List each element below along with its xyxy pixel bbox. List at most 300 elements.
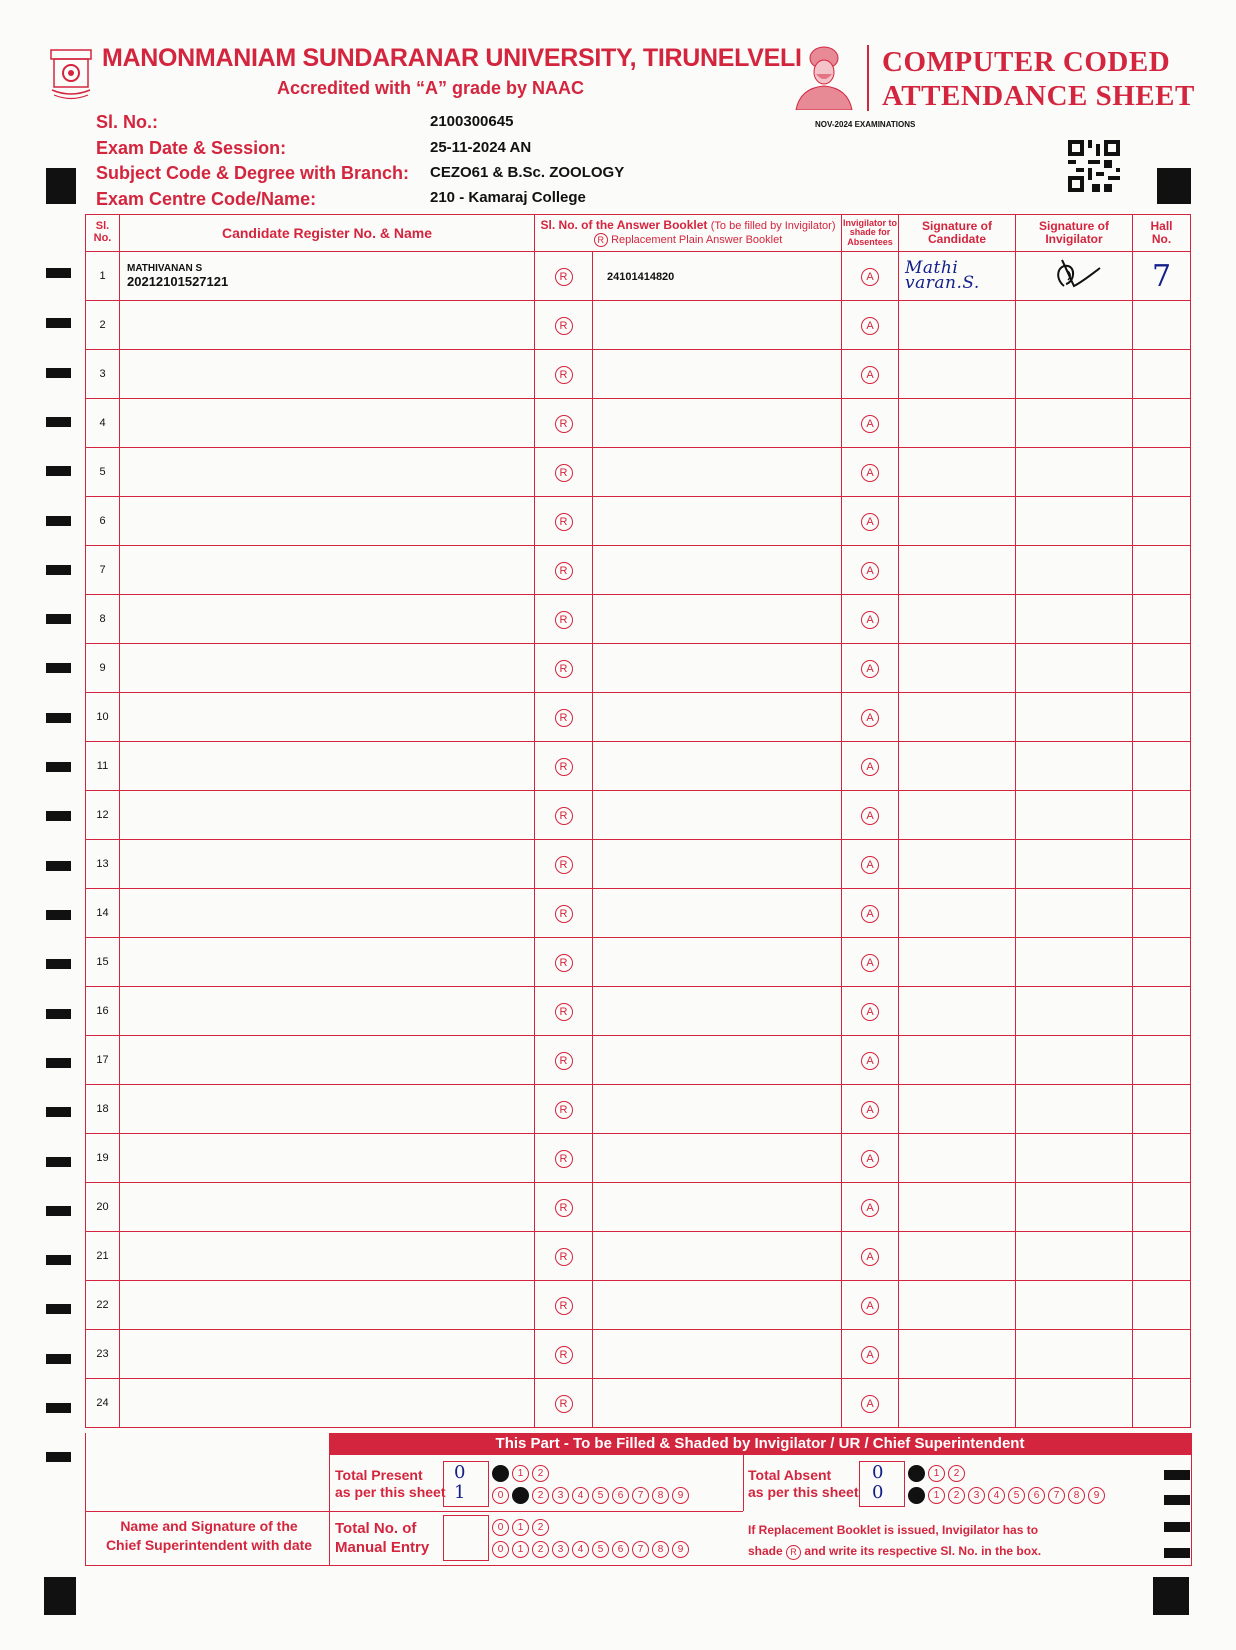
timing-mark xyxy=(46,1255,71,1265)
replacement-bubble-cell[interactable] xyxy=(535,497,593,546)
digit-bubble[interactable]: 1 xyxy=(512,1465,529,1482)
digit-bubble[interactable]: 1 xyxy=(512,1487,529,1504)
replacement-bubble[interactable]: R xyxy=(555,611,573,629)
absent-bubble-cell[interactable] xyxy=(842,889,899,938)
absent-bubble-cell[interactable] xyxy=(842,1379,899,1428)
absent-bubble[interactable]: A xyxy=(861,1003,879,1021)
hall-no-cell[interactable] xyxy=(1133,987,1191,1036)
replacement-bubble[interactable]: R xyxy=(555,513,573,531)
candidate-signature-cell[interactable] xyxy=(899,252,1016,301)
candidate-signature-cell[interactable] xyxy=(899,546,1016,595)
replacement-bubble-cell[interactable] xyxy=(535,1330,593,1379)
candidate-cell xyxy=(120,987,535,1036)
hall-no-cell[interactable] xyxy=(1133,546,1191,595)
table-row xyxy=(86,595,1191,644)
absent-bubble-cell[interactable] xyxy=(842,399,899,448)
candidate-cell xyxy=(120,497,535,546)
absent-bubble[interactable]: A xyxy=(861,464,879,482)
booklet-number-cell[interactable] xyxy=(593,1232,842,1281)
replacement-bubble-cell[interactable] xyxy=(535,1085,593,1134)
total-absent-box[interactable] xyxy=(859,1461,905,1507)
absent-bubble[interactable]: A xyxy=(861,1395,879,1413)
replacement-bubble-cell[interactable] xyxy=(535,1232,593,1281)
hall-no-cell[interactable] xyxy=(1133,1232,1191,1281)
replacement-bubble[interactable]: R xyxy=(555,954,573,972)
row-sl-no xyxy=(86,595,120,644)
hall-no-cell[interactable] xyxy=(1133,252,1191,301)
candidate-signature-cell[interactable] xyxy=(899,938,1016,987)
absent-bubble[interactable]: A xyxy=(861,415,879,433)
absent-bubble[interactable]: A xyxy=(861,562,879,580)
absent-bubble-cell[interactable] xyxy=(842,546,899,595)
manual-entry-label xyxy=(335,1519,429,1557)
row-sl-number: 4 xyxy=(99,417,106,429)
absent-bubble-cell[interactable] xyxy=(842,1183,899,1232)
absent-bubble-cell[interactable] xyxy=(842,448,899,497)
hall-no-cell[interactable] xyxy=(1133,1085,1191,1134)
digit-bubble[interactable]: 2 xyxy=(532,1487,549,1504)
candidate-signature-cell[interactable] xyxy=(899,497,1016,546)
absent-bubble-cell[interactable] xyxy=(842,497,899,546)
replacement-bubble-cell[interactable] xyxy=(535,252,593,301)
booklet-number-cell[interactable] xyxy=(593,987,842,1036)
chief-superintendent-label xyxy=(104,1517,314,1555)
digit-bubble[interactable]: 4 xyxy=(572,1541,589,1558)
replacement-bubble-cell[interactable] xyxy=(535,840,593,889)
corner-registration-mark xyxy=(1153,1577,1189,1615)
absent-bubble[interactable]: A xyxy=(861,954,879,972)
absent-bubble-cell[interactable] xyxy=(842,938,899,987)
row-sl-no xyxy=(86,987,120,1036)
booklet-number-cell[interactable] xyxy=(593,252,842,301)
digit-bubble[interactable]: 6 xyxy=(1028,1487,1045,1504)
digit-bubble[interactable]: 0 xyxy=(492,1519,509,1536)
invigilator-signature-cell[interactable] xyxy=(1016,840,1133,889)
invigilator-signature-cell[interactable] xyxy=(1016,497,1133,546)
candidate-signature-cell[interactable] xyxy=(899,742,1016,791)
invigilator-signature-cell[interactable] xyxy=(1016,1330,1133,1379)
booklet-number-cell[interactable] xyxy=(593,399,842,448)
digit-bubble[interactable]: 3 xyxy=(552,1487,569,1504)
invigilator-signature-cell[interactable] xyxy=(1016,644,1133,693)
absent-bubble[interactable]: A xyxy=(861,611,879,629)
digit-bubble[interactable]: 1 xyxy=(512,1519,529,1536)
candidate-signature-cell[interactable] xyxy=(899,448,1016,497)
invigilator-signature-cell[interactable] xyxy=(1016,693,1133,742)
booklet-number-cell[interactable] xyxy=(593,301,842,350)
invigilator-signature-cell[interactable] xyxy=(1016,595,1133,644)
row-sl-number: 7 xyxy=(99,564,106,576)
row-sl-no xyxy=(86,252,120,301)
candidate-signature-cell[interactable] xyxy=(899,840,1016,889)
total-absent-tens-bubbles[interactable] xyxy=(908,1463,968,1482)
hall-number: 7 xyxy=(1151,258,1172,294)
absent-bubble[interactable]: A xyxy=(861,366,879,384)
replacement-bubble-cell[interactable] xyxy=(535,644,593,693)
digit-bubble[interactable]: 6 xyxy=(612,1541,629,1558)
digit-bubble[interactable]: 1 xyxy=(512,1541,529,1558)
replacement-bubble[interactable]: R xyxy=(555,1248,573,1266)
invigilator-signature-cell[interactable] xyxy=(1016,448,1133,497)
row-sl-no xyxy=(86,840,120,889)
booklet-number-cell[interactable] xyxy=(593,742,842,791)
replacement-bubble[interactable]: R xyxy=(555,268,573,286)
candidate-signature-cell[interactable] xyxy=(899,1085,1016,1134)
invigilator-signature-cell[interactable] xyxy=(1016,1134,1133,1183)
invigilator-signature-cell[interactable] xyxy=(1016,938,1133,987)
absent-bubble[interactable]: A xyxy=(861,1150,879,1168)
absent-bubble-cell[interactable] xyxy=(842,1036,899,1085)
absent-bubble[interactable]: A xyxy=(861,1297,879,1315)
booklet-number-cell[interactable] xyxy=(593,644,842,693)
replacement-bubble[interactable]: R xyxy=(555,415,573,433)
sheet-title-line1: COMPUTER CODED xyxy=(882,46,1171,78)
absent-bubble-cell[interactable] xyxy=(842,987,899,1036)
digit-bubble[interactable]: 9 xyxy=(1088,1487,1105,1504)
replacement-bubble[interactable]: R xyxy=(555,1199,573,1217)
replacement-bubble-cell[interactable] xyxy=(535,350,593,399)
hall-no-cell[interactable] xyxy=(1133,791,1191,840)
invigilator-signature-cell[interactable] xyxy=(1016,301,1133,350)
replacement-bubble[interactable]: R xyxy=(555,562,573,580)
replacement-bubble[interactable]: R xyxy=(555,856,573,874)
candidate-signature-cell[interactable] xyxy=(899,1183,1016,1232)
digit-bubble[interactable]: 2 xyxy=(532,1519,549,1536)
booklet-number-cell[interactable] xyxy=(593,1036,842,1085)
replacement-bubble[interactable]: R xyxy=(555,807,573,825)
digit-bubble[interactable]: 3 xyxy=(968,1487,985,1504)
total-absent-line2: as per this sheet xyxy=(748,1484,859,1500)
digit-bubble[interactable]: 4 xyxy=(572,1487,589,1504)
digit-bubble[interactable]: 9 xyxy=(672,1541,689,1558)
attendance-table xyxy=(85,214,1191,1428)
replacement-bubble-cell[interactable] xyxy=(535,1183,593,1232)
invigilator-signature-cell[interactable] xyxy=(1016,399,1133,448)
timing-mark xyxy=(46,368,71,378)
hall-no-cell[interactable] xyxy=(1133,644,1191,693)
header-divider xyxy=(867,45,869,111)
invigilator-signature-cell[interactable] xyxy=(1016,252,1133,301)
candidate-cell xyxy=(120,1379,535,1428)
candidate-signature-cell[interactable] xyxy=(899,301,1016,350)
invigilator-signature-cell[interactable] xyxy=(1016,1379,1133,1428)
booklet-number-cell[interactable] xyxy=(593,350,842,399)
replacement-bubble-cell[interactable] xyxy=(535,301,593,350)
table-row xyxy=(86,546,1191,595)
digit-bubble[interactable]: 0 xyxy=(492,1487,509,1504)
timing-mark xyxy=(46,1304,71,1314)
timing-mark xyxy=(46,910,71,920)
hall-no-cell[interactable] xyxy=(1133,742,1191,791)
candidate-signature-cell[interactable] xyxy=(899,1232,1016,1281)
replacement-bubble[interactable]: R xyxy=(555,317,573,335)
absent-bubble[interactable]: A xyxy=(861,268,879,286)
replacement-bubble-cell[interactable] xyxy=(535,1379,593,1428)
timing-mark xyxy=(46,1452,71,1462)
candidate-signature-cell[interactable] xyxy=(899,644,1016,693)
absent-bubble[interactable]: A xyxy=(861,317,879,335)
digit-bubble[interactable]: 0 xyxy=(908,1487,925,1504)
table-row xyxy=(86,350,1191,399)
invigilator-signature-cell[interactable] xyxy=(1016,1281,1133,1330)
absent-bubble[interactable]: A xyxy=(861,1346,879,1364)
absent-bubble[interactable]: A xyxy=(861,905,879,923)
replacement-bubble[interactable]: R xyxy=(555,1346,573,1364)
hall-no-cell[interactable] xyxy=(1133,693,1191,742)
chief-label-line1: Name and Signature of the xyxy=(120,1518,298,1534)
replacement-bubble-cell[interactable] xyxy=(535,546,593,595)
timing-mark xyxy=(46,268,71,278)
replacement-r-icon: R xyxy=(594,233,608,247)
booklet-number-cell[interactable] xyxy=(593,1085,842,1134)
hall-no-cell[interactable] xyxy=(1133,1183,1191,1232)
booklet-number-cell[interactable] xyxy=(593,889,842,938)
candidate-cell xyxy=(120,399,535,448)
digit-bubble[interactable]: 1 xyxy=(928,1487,945,1504)
invigilator-signature-cell[interactable] xyxy=(1016,889,1133,938)
digit-bubble[interactable]: 2 xyxy=(948,1487,965,1504)
booklet-header-sub: Replacement Plain Answer Booklet xyxy=(611,233,783,246)
replacement-bubble[interactable]: R xyxy=(555,1101,573,1119)
booklet-number-cell[interactable] xyxy=(593,938,842,987)
invigilator-signature-cell[interactable] xyxy=(1016,1085,1133,1134)
table-row xyxy=(86,742,1191,791)
candidate-signature-cell[interactable] xyxy=(899,987,1016,1036)
digit-bubble[interactable]: 1 xyxy=(928,1465,945,1482)
replacement-bubble-cell[interactable] xyxy=(535,448,593,497)
hall-no-cell[interactable] xyxy=(1133,350,1191,399)
table-row xyxy=(86,497,1191,546)
absent-bubble[interactable]: A xyxy=(861,856,879,874)
absent-bubble-cell[interactable] xyxy=(842,644,899,693)
absent-bubble[interactable]: A xyxy=(861,758,879,776)
hall-no-cell[interactable] xyxy=(1133,448,1191,497)
absent-bubble[interactable]: A xyxy=(861,1052,879,1070)
manual-entry-box[interactable] xyxy=(443,1515,489,1561)
invigilator-signature-cell[interactable] xyxy=(1016,1183,1133,1232)
digit-bubble[interactable]: 3 xyxy=(552,1541,569,1558)
booklet-number-cell[interactable] xyxy=(593,1134,842,1183)
absent-bubble-cell[interactable] xyxy=(842,791,899,840)
total-present-tens: 0 xyxy=(454,1462,466,1483)
booklet-number-cell[interactable] xyxy=(593,1281,842,1330)
invigilator-signature-cell[interactable] xyxy=(1016,987,1133,1036)
hall-no-cell[interactable] xyxy=(1133,399,1191,448)
replacement-bubble-cell[interactable] xyxy=(535,1134,593,1183)
row-sl-number: 20 xyxy=(96,1201,109,1213)
digit-bubble[interactable]: 6 xyxy=(612,1487,629,1504)
invigilator-signature-cell[interactable] xyxy=(1016,1036,1133,1085)
booklet-number-cell[interactable] xyxy=(593,595,842,644)
hall-no-cell[interactable] xyxy=(1133,1281,1191,1330)
digit-bubble[interactable]: 7 xyxy=(632,1487,649,1504)
replacement-bubble-cell[interactable] xyxy=(535,987,593,1036)
invigilator-signature-cell[interactable] xyxy=(1016,742,1133,791)
col-header-absent: Invigilator to shade for Absentees xyxy=(842,215,899,252)
digit-bubble[interactable]: 8 xyxy=(652,1541,669,1558)
row-sl-number: 9 xyxy=(99,662,106,674)
booklet-number-cell[interactable] xyxy=(593,693,842,742)
replacement-bubble[interactable]: R xyxy=(555,1052,573,1070)
hall-no-cell[interactable] xyxy=(1133,1036,1191,1085)
absent-bubble-cell[interactable] xyxy=(842,350,899,399)
replacement-note-line1: If Replacement Booklet is issued, Invigilator has to xyxy=(748,1523,1039,1537)
replacement-bubble-cell[interactable] xyxy=(535,938,593,987)
booklet-number-cell[interactable] xyxy=(593,1330,842,1379)
digit-bubble[interactable]: 5 xyxy=(592,1541,609,1558)
invigilator-signature-cell[interactable] xyxy=(1016,350,1133,399)
invigilator-signature-cell[interactable] xyxy=(1016,546,1133,595)
replacement-bubble-cell[interactable] xyxy=(535,742,593,791)
replacement-bubble[interactable]: R xyxy=(555,1003,573,1021)
candidate-signature-cell[interactable] xyxy=(899,1379,1016,1428)
manual-entry-tens-bubbles[interactable] xyxy=(492,1517,552,1536)
row-sl-no xyxy=(86,1134,120,1183)
digit-bubble[interactable]: 2 xyxy=(948,1465,965,1482)
invigilator-section xyxy=(85,1433,1192,1566)
digit-bubble[interactable]: 5 xyxy=(592,1487,609,1504)
total-absent-units-bubbles[interactable] xyxy=(908,1485,1108,1504)
digit-bubble[interactable]: 5 xyxy=(1008,1487,1025,1504)
booklet-number-cell[interactable] xyxy=(593,840,842,889)
candidate-cell xyxy=(120,1036,535,1085)
booklet-number-cell[interactable] xyxy=(593,497,842,546)
manual-entry-units-bubbles[interactable] xyxy=(492,1539,692,1558)
absent-bubble[interactable]: A xyxy=(861,660,879,678)
booklet-number-cell[interactable] xyxy=(593,448,842,497)
digit-bubble[interactable]: 9 xyxy=(672,1487,689,1504)
replacement-bubble[interactable]: R xyxy=(555,1297,573,1315)
digit-bubble[interactable]: 8 xyxy=(1068,1487,1085,1504)
candidate-signature-cell[interactable] xyxy=(899,1134,1016,1183)
row-sl-number: 12 xyxy=(96,809,109,821)
candidate-signature-cell[interactable] xyxy=(899,1330,1016,1379)
digit-bubble[interactable]: 4 xyxy=(988,1487,1005,1504)
row-sl-number: 5 xyxy=(99,466,106,478)
hall-no-cell[interactable] xyxy=(1133,840,1191,889)
replacement-bubble-cell[interactable] xyxy=(535,791,593,840)
candidate-signature-cell[interactable] xyxy=(899,693,1016,742)
digit-bubble[interactable]: 7 xyxy=(632,1541,649,1558)
replacement-bubble[interactable]: R xyxy=(555,905,573,923)
timing-mark xyxy=(46,1403,71,1413)
absent-bubble[interactable]: A xyxy=(861,1199,879,1217)
table-row xyxy=(86,301,1191,350)
replacement-bubble[interactable]: R xyxy=(555,366,573,384)
replacement-bubble[interactable]: R xyxy=(555,1395,573,1413)
hall-no-cell[interactable] xyxy=(1133,301,1191,350)
total-present-tens-bubbles[interactable] xyxy=(492,1463,552,1482)
absent-bubble[interactable]: A xyxy=(861,1101,879,1119)
total-present-box[interactable] xyxy=(443,1461,489,1507)
digit-bubble[interactable]: 2 xyxy=(532,1541,549,1558)
booklet-number-cell[interactable] xyxy=(593,791,842,840)
hall-no-cell[interactable] xyxy=(1133,1330,1191,1379)
candidate-signature-cell[interactable] xyxy=(899,1281,1016,1330)
candidate-signature-cell[interactable] xyxy=(899,889,1016,938)
replacement-bubble-cell[interactable] xyxy=(535,889,593,938)
candidate-signature-cell[interactable] xyxy=(899,350,1016,399)
col-header-sig-candidate: Signature of Candidate xyxy=(899,215,1016,252)
digit-bubble[interactable]: 7 xyxy=(1048,1487,1065,1504)
candidate-cell xyxy=(120,1134,535,1183)
col-header-sig-invigilator: Signature of Invigilator xyxy=(1016,215,1133,252)
replacement-bubble-cell[interactable] xyxy=(535,1036,593,1085)
hall-no-cell[interactable] xyxy=(1133,938,1191,987)
replacement-bubble[interactable]: R xyxy=(555,660,573,678)
candidate-signature-cell[interactable] xyxy=(899,1036,1016,1085)
digit-bubble[interactable]: 2 xyxy=(532,1465,549,1482)
absent-bubble-cell[interactable] xyxy=(842,1085,899,1134)
hall-no-cell[interactable] xyxy=(1133,497,1191,546)
row-sl-no xyxy=(86,1232,120,1281)
table-row xyxy=(86,840,1191,889)
digit-bubble[interactable]: 0 xyxy=(908,1465,925,1482)
candidate-signature-cell[interactable] xyxy=(899,791,1016,840)
hall-no-cell[interactable] xyxy=(1133,1379,1191,1428)
total-absent-units: 0 xyxy=(872,1482,884,1503)
invigilator-signature-cell[interactable] xyxy=(1016,791,1133,840)
absent-bubble[interactable]: A xyxy=(861,807,879,825)
absent-bubble[interactable]: A xyxy=(861,513,879,531)
replacement-bubble[interactable]: R xyxy=(555,758,573,776)
absent-bubble-cell[interactable] xyxy=(842,595,899,644)
booklet-number-cell[interactable] xyxy=(593,546,842,595)
timing-mark xyxy=(46,318,71,328)
digit-bubble[interactable]: 8 xyxy=(652,1487,669,1504)
candidate-cell xyxy=(120,252,535,301)
absent-bubble-cell[interactable] xyxy=(842,252,899,301)
candidate-signature-cell[interactable] xyxy=(899,595,1016,644)
absent-bubble[interactable]: A xyxy=(861,709,879,727)
absent-bubble-cell[interactable] xyxy=(842,1281,899,1330)
exam-session-tag: NOV-2024 EXAMINATIONS xyxy=(815,120,916,129)
absent-bubble-cell[interactable] xyxy=(842,1330,899,1379)
replacement-bubble-cell[interactable] xyxy=(535,595,593,644)
replacement-bubble-cell[interactable] xyxy=(535,399,593,448)
replacement-bubble[interactable]: R xyxy=(555,1150,573,1168)
absent-bubble-cell[interactable] xyxy=(842,840,899,889)
col-header-hall: Hall No. xyxy=(1133,215,1191,252)
total-present-units-bubbles[interactable] xyxy=(492,1485,692,1504)
hall-no-cell[interactable] xyxy=(1133,595,1191,644)
absent-bubble-cell[interactable] xyxy=(842,693,899,742)
timing-mark xyxy=(46,663,71,673)
hall-no-cell[interactable] xyxy=(1133,889,1191,938)
replacement-bubble-cell[interactable] xyxy=(535,693,593,742)
replacement-bubble-cell[interactable] xyxy=(535,1281,593,1330)
absent-bubble[interactable]: A xyxy=(861,1248,879,1266)
hall-no-cell[interactable] xyxy=(1133,1134,1191,1183)
absent-bubble-cell[interactable] xyxy=(842,301,899,350)
candidate-signature-cell[interactable] xyxy=(899,399,1016,448)
replacement-bubble[interactable]: R xyxy=(555,709,573,727)
university-logo xyxy=(48,48,94,102)
replacement-bubble[interactable]: R xyxy=(555,464,573,482)
digit-bubble[interactable]: 0 xyxy=(492,1465,509,1482)
candidate-cell xyxy=(120,840,535,889)
timing-mark xyxy=(46,713,71,723)
table-row xyxy=(86,987,1191,1036)
invigilator-signature-cell[interactable] xyxy=(1016,1232,1133,1281)
absent-bubble-cell[interactable] xyxy=(842,742,899,791)
col-header-sl: Sl. No. xyxy=(86,215,120,252)
booklet-number-cell[interactable] xyxy=(593,1379,842,1428)
absent-bubble-cell[interactable] xyxy=(842,1134,899,1183)
digit-bubble[interactable]: 0 xyxy=(492,1541,509,1558)
booklet-number-cell[interactable] xyxy=(593,1183,842,1232)
absent-bubble-cell[interactable] xyxy=(842,1232,899,1281)
